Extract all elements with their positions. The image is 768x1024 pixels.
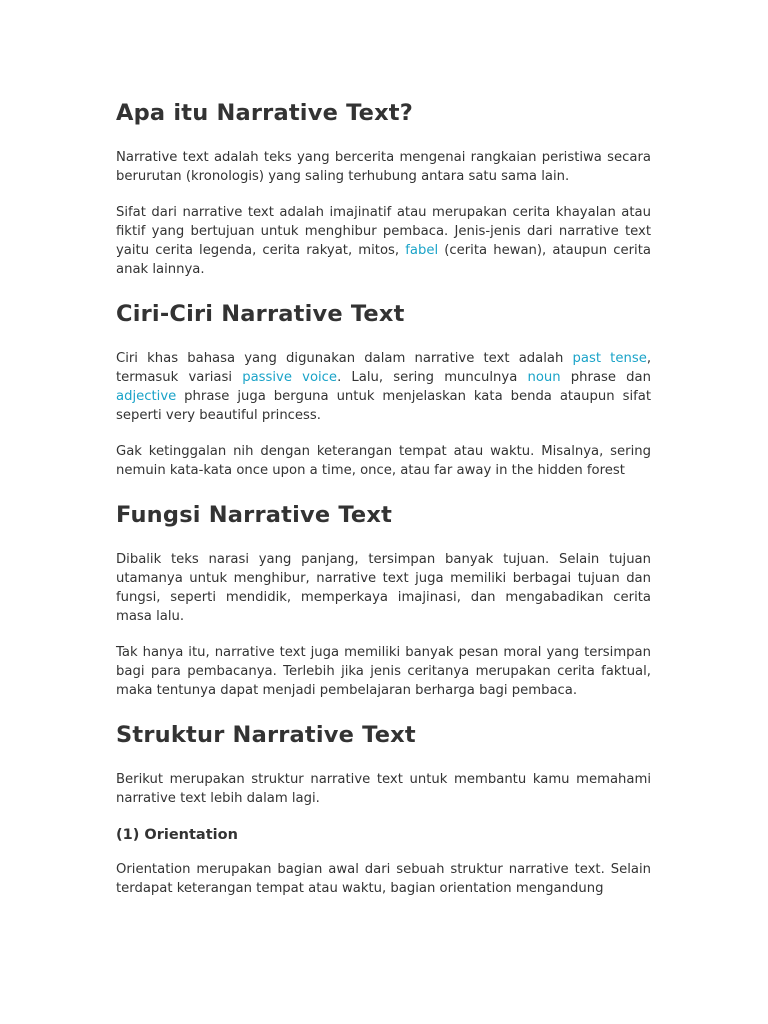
paragraph-sifat-text: Sifat dari narrative text adalah imajinatif atau merupakan cerita khayalan atau fiktif yang bertujuan untuk menghibur pembaca. Jenis-jenis dari narrative text yaitu cerita legenda, cerita rakyat, mitos, <box>116 205 651 258</box>
paragraph-sifat-text-end: (cerita hewan), ataupun cerita anak lainnya. <box>116 243 651 277</box>
heading-apa-itu-narrative-text: Apa itu Narrative Text? <box>116 100 414 126</box>
text-segment: phrase dan <box>560 370 651 385</box>
text-segment: Ciri khas bahasa yang digunakan dalam narrative text adalah <box>116 351 573 366</box>
subheading-orientation: (1) Orientation <box>116 827 238 843</box>
paragraph-struktur-intro: Berikut merupakan struktur narrative text untuk membantu kamu memahami narrative text lebih dalam lagi. <box>116 772 651 806</box>
heading-struktur: Struktur Narrative Text <box>116 722 416 748</box>
paragraph-orientation: Orientation merupakan bagian awal dari sebuah struktur narrative text. Selain terdapat keterangan tempat atau waktu, bagian orientation mengandung <box>116 862 651 896</box>
link-adjective[interactable]: adjective <box>116 389 177 404</box>
link-passive-voice[interactable]: passive voice <box>242 370 338 385</box>
paragraph-ciri-khas <box>116 349 651 425</box>
text-segment: phrase juga berguna untuk menjelaskan kata benda ataupun sifat seperti very beautiful princess. <box>116 389 651 423</box>
link-past-tense[interactable]: past tense <box>572 351 647 366</box>
link-noun[interactable]: noun <box>527 370 561 385</box>
text-segment: . Lalu, sering munculnya <box>337 370 528 385</box>
link-fabel[interactable]: fabel <box>405 243 439 258</box>
heading-fungsi: Fungsi Narrative Text <box>116 502 393 528</box>
paragraph-pesan-moral: Tak hanya itu, narrative text juga memiliki banyak pesan moral yang tersimpan bagi para pembacanya. Terlebih jika jenis ceritanya merupakan cerita faktual, maka tentunya dapat menjadi pembelajaran berharga bagi pembaca. <box>116 645 651 698</box>
heading-ciri-ciri: Ciri-Ciri Narrative Text <box>116 301 405 327</box>
text-segment: , termasuk variasi <box>116 351 652 385</box>
paragraph-definition: Narrative text adalah teks yang bercerita mengenai rangkaian peristiwa secara berurutan (kronologis) yang saling terhubung antara satu sama lain. <box>116 150 651 184</box>
paragraph-sifat <box>116 203 651 279</box>
paragraph-tujuan: Dibalik teks narasi yang panjang, tersimpan banyak tujuan. Selain tujuan utamanya untuk menghibur, narrative text juga memiliki berbagai tujuan dan fungsi, seperti mendidik, memperkaya imajinasi, dan mengabadikan cerita masa lalu. <box>116 552 651 624</box>
paragraph-keterangan: Gak ketinggalan nih dengan keterangan tempat atau waktu. Misalnya, sering nemuin kata-kata once upon a time, once, atau far away in the hidden forest <box>116 444 651 478</box>
article <box>116 96 651 898</box>
